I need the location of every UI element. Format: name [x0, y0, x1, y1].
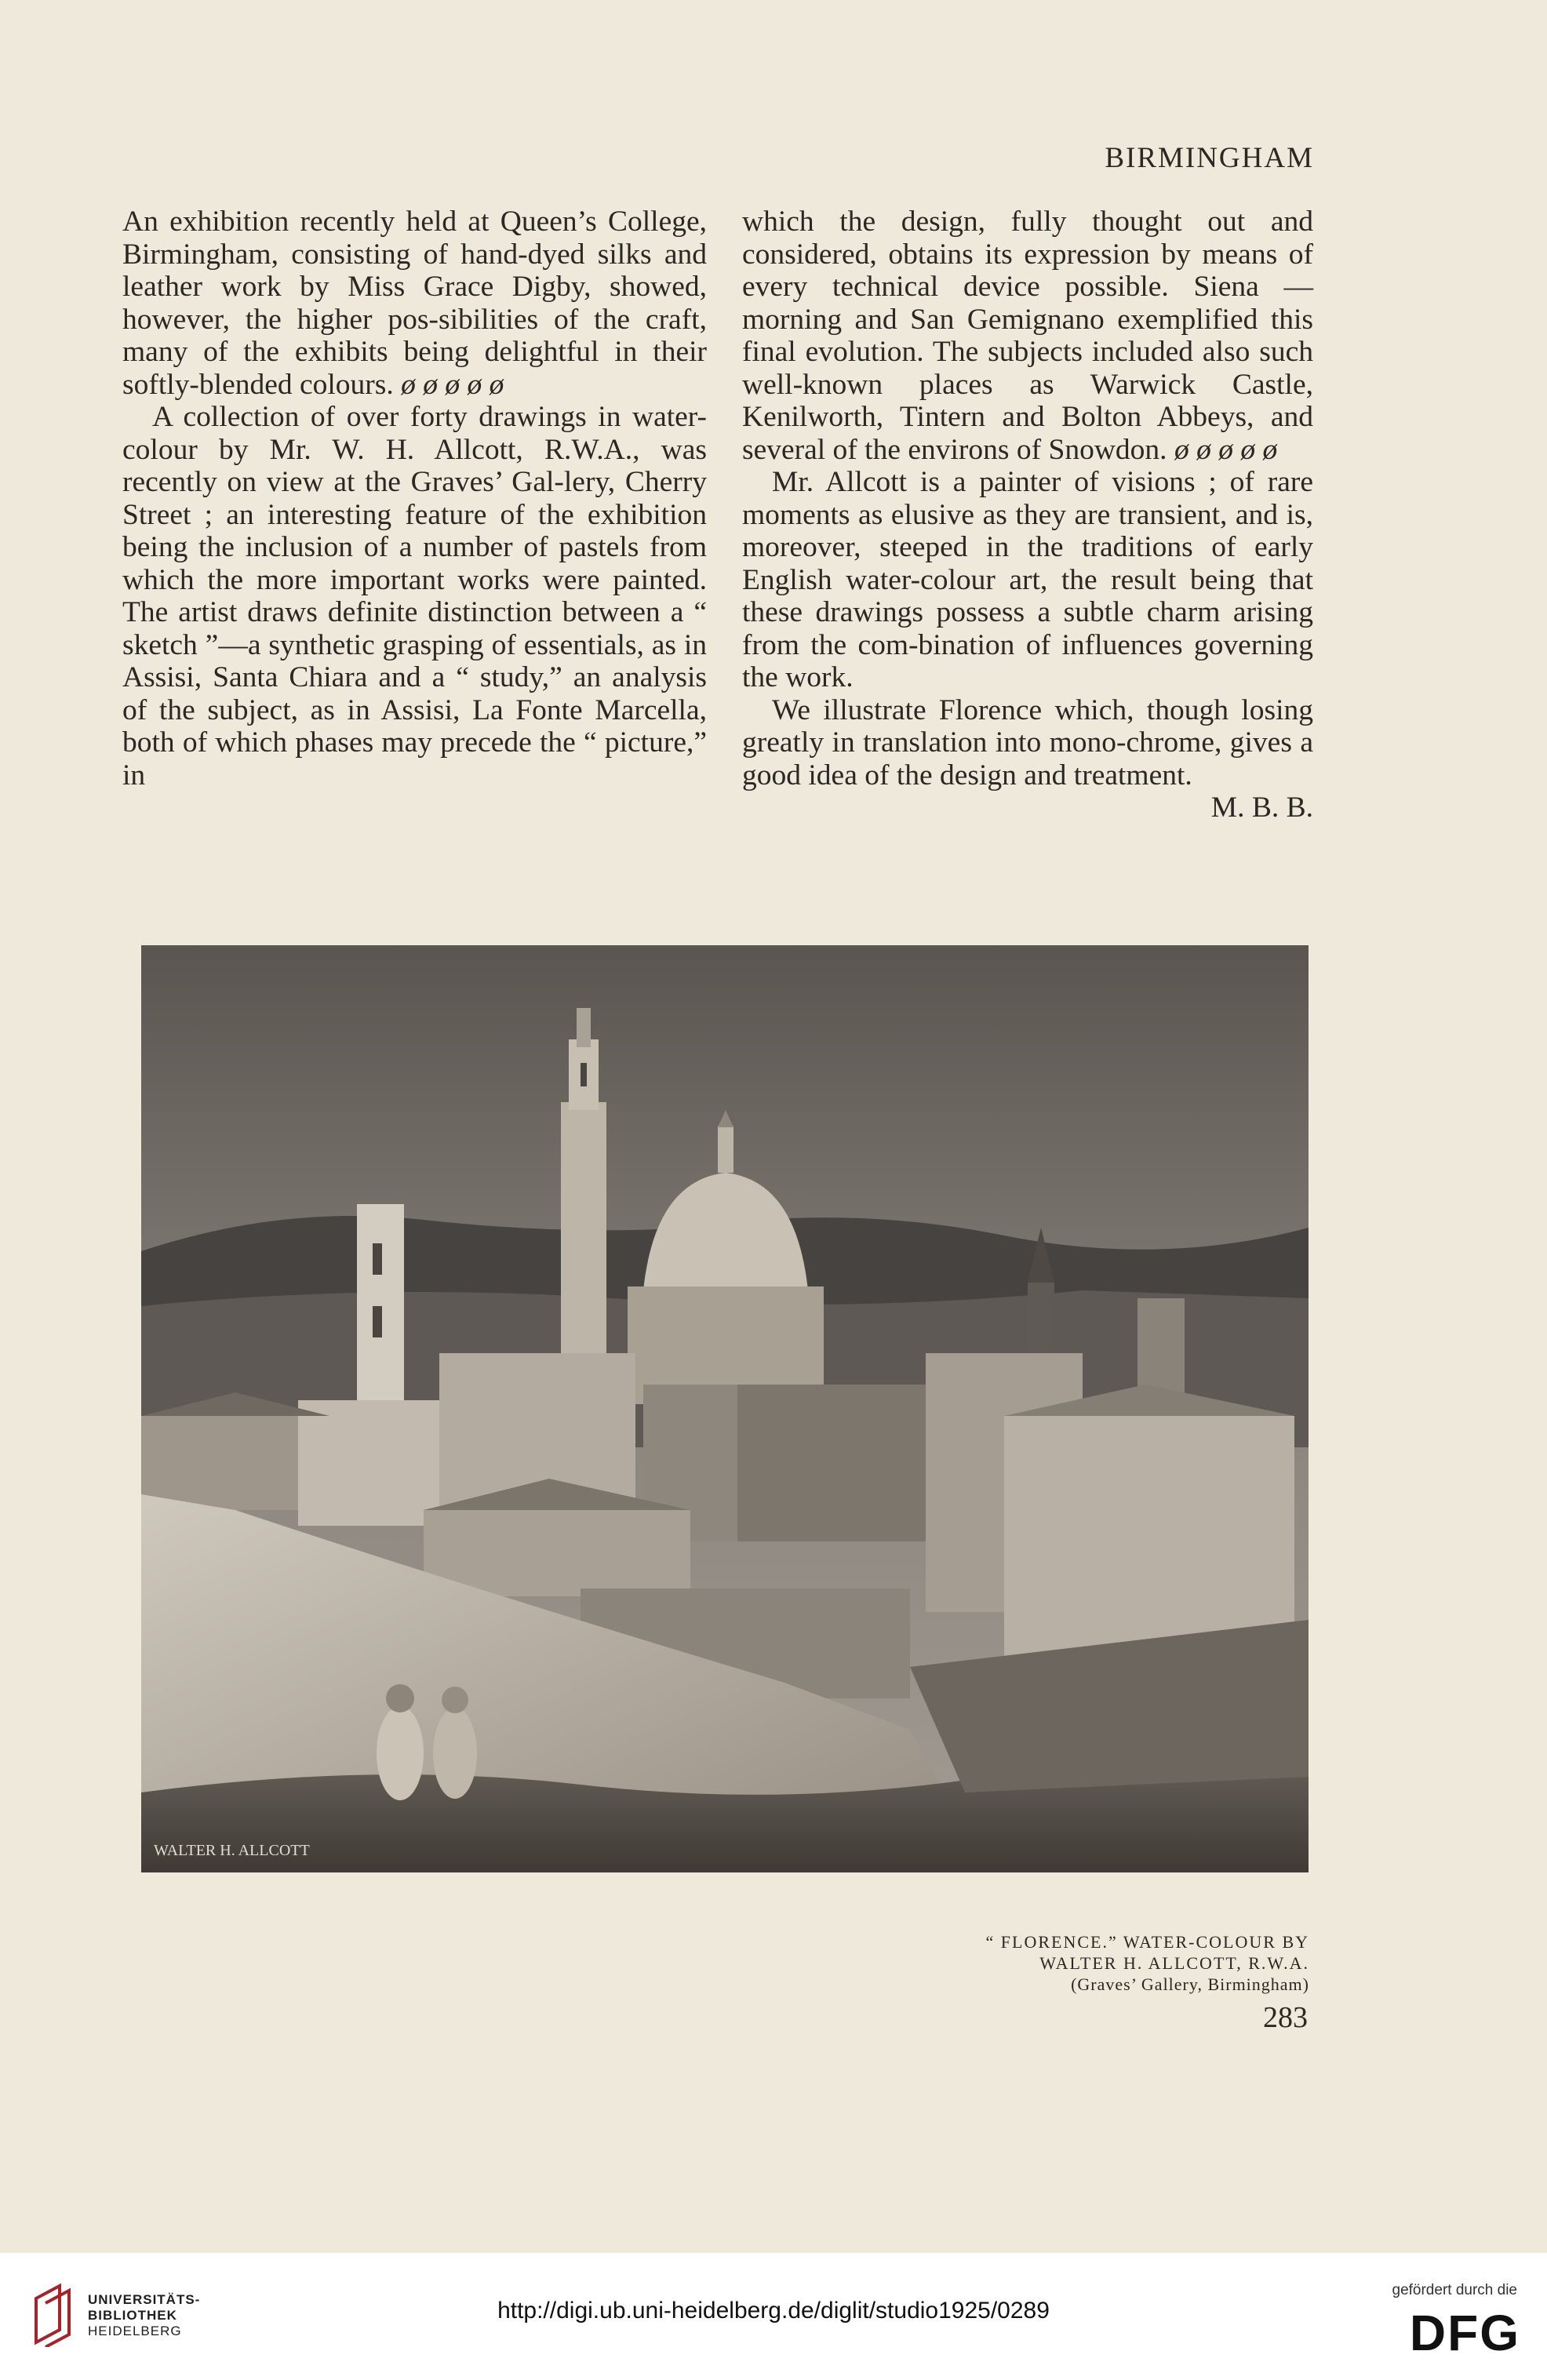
library-name-line-3: HEIDELBERG [88, 2324, 182, 2338]
right-text-column [742, 206, 1313, 824]
left-text-column [122, 206, 707, 792]
right-paragraph-3 [742, 693, 1313, 824]
source-url[interactable]: http://digi.ub.uni-heidelberg.de/diglit/studio1925/0289 [497, 2298, 1050, 2324]
ornament-divider: ø ø ø ø ø [1174, 433, 1278, 466]
right-paragraph-1 [742, 206, 1313, 466]
library-name-line-2: BIBLIOTHEK [88, 2308, 177, 2323]
left-paragraph-2: A collection of over forty drawings in water-colour by Mr. W. H. Allcott, R.W.A., was recently on view at the Graves’ Gal-lery, Cherry Street ; an interesting feature of the exhibition being the inclusion of a number of pastels from which the more important works were painted. The artist draws definite distinction between a “ sketch ”—a synthetic grasping of essentials, as in Assisi, Santa Chiara and a “ study,” an analysis of the subject, as in Assisi, La Fonte Marcella, both of which phases may precede the “ picture,” in [122, 401, 707, 792]
author-signature: M. B. B. [1210, 792, 1313, 824]
caption-line-2: WALTER H. ALLCOTT, R.W.A. [1039, 1953, 1309, 1973]
painting-signature: WALTER H. ALLCOTT [154, 1842, 310, 1859]
running-head: BIRMINGHAM [1105, 142, 1314, 174]
florence-painting-svg [141, 945, 1309, 1872]
library-name-line-1: UNIVERSITÄTS- [88, 2292, 201, 2307]
dfg-logo: DFG [1409, 2305, 1520, 2361]
florence-illustration [141, 945, 1309, 1872]
caption-line-3: (Graves’ Gallery, Birmingham) [1071, 1974, 1309, 1994]
funding-note: gefördert durch die [1392, 2282, 1517, 2298]
figure-caption [986, 1931, 1309, 1995]
digitization-footer [0, 2253, 1547, 2380]
left-paragraph-1 [122, 206, 707, 401]
caption-line-1: “ FLORENCE.” WATER-COLOUR BY [985, 1932, 1309, 1952]
left-paragraph-1-text: An exhibition recently held at Queen’s College, Birmingham, consisting of hand-dyed silks and leather work by Miss Grace Digby, showed, however, the higher pos-sibilities of the craft, many of the exhibits being delightful in their softly-blended colours. [122, 206, 707, 401]
right-paragraph-2: Mr. Allcott is a painter of visions ; of rare moments as elusive as they are transient, and is, moreover, steeped in the traditions of early English water-colour art, the result being that these drawings possess a subtle charm arising from the com-bination of influences governing the work. [742, 466, 1313, 693]
right-paragraph-1-text: which the design, fully thought out and considered, obtains its expression by means of every technical device possible. Siena —morning and San Gemignano exemplified this final evolution. The subjects included also such well-known places as Warwick Castle, Kenilworth, Tintern and Bolton Abbeys, and several of the environs of Snowdon. [742, 206, 1313, 466]
page-number: 283 [1263, 2001, 1308, 2034]
right-paragraph-3-text: We illustrate Florence which, though losing greatly in translation into mono-chrome, gives a good idea of the design and treatment. [742, 693, 1313, 792]
ornament-divider: ø ø ø ø ø [401, 368, 504, 401]
